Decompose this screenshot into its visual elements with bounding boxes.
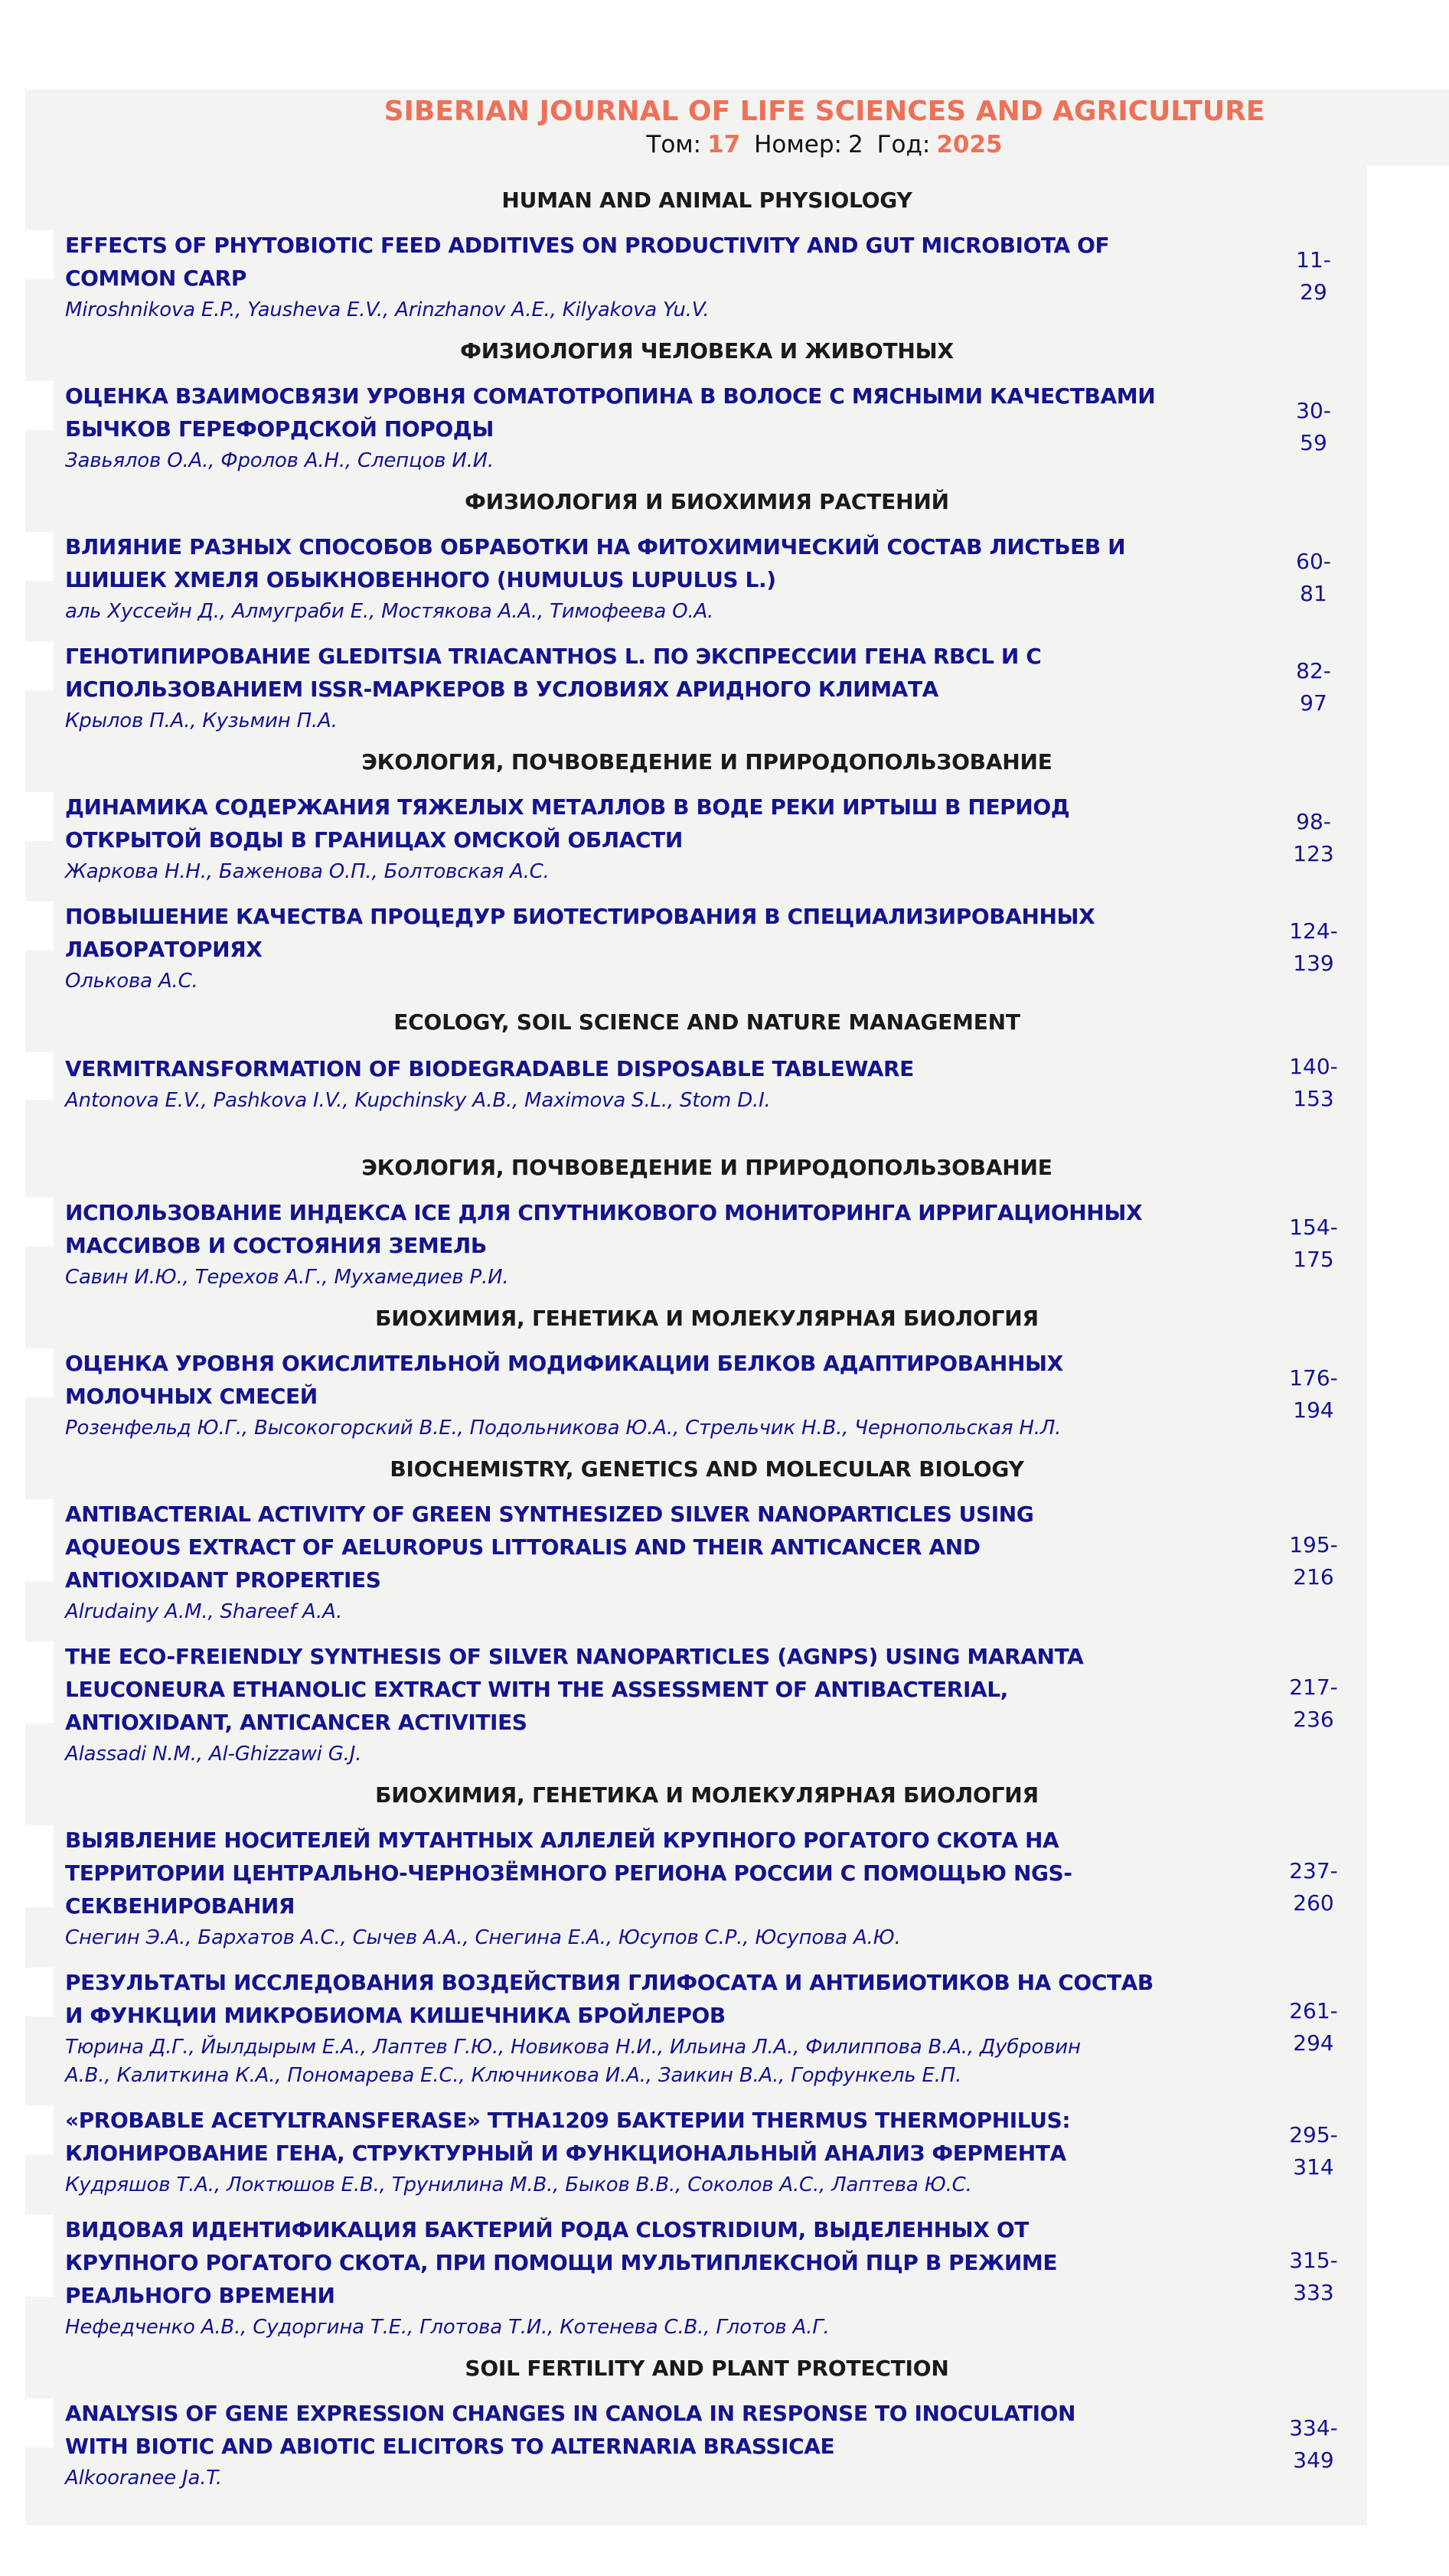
entry-authors-line: Alrudainy A.M., Shareef A.A.	[65, 1600, 343, 1623]
entry-marker-cell	[25, 902, 54, 951]
entry-page-range-line: 195-	[1289, 1532, 1338, 1557]
entry-title-line[interactable]: КЛОНИРОВАНИЕ ГЕНА, СТРУКТУРНЫЙ И ФУНКЦИОНАЛЬНЫЙ АНАЛИЗ ФЕРМЕНТА	[65, 2141, 1066, 2166]
entry-title-line[interactable]: СЕКВЕНИРОВАНИЯ	[65, 1893, 295, 1919]
entry-text-block	[65, 2104, 1278, 2198]
entry-page-range	[1278, 655, 1349, 719]
toc-entry-row	[65, 1347, 1349, 1441]
toc-entry-row	[65, 1966, 1349, 2089]
entry-authors-line: Жаркова Н.Н., Баженова О.П., Болтовская А.С.	[65, 860, 550, 883]
entry-page-range	[1278, 2245, 1349, 2309]
section-heading: ЭКОЛОГИЯ, ПОЧВОВЕДЕНИЕ И ПРИРОДОПОЛЬЗОВАНИЕ	[361, 749, 1052, 774]
entry-authors-line: Розенфельд Ю.Г., Высокогорский В.Е., Подольникова Ю.А., Стрельчик Н.В., Чернопольская Н.Л.	[65, 1417, 1062, 1440]
journal-header-band	[25, 90, 1449, 166]
entry-page-range-line: 123	[1293, 840, 1334, 866]
entry-title-line[interactable]: ПОВЫШЕНИЕ КАЧЕСТВА ПРОЦЕДУР БИОТЕСТИРОВАНИЯ В СПЕЦИАЛИЗИРОВАННЫХ	[65, 904, 1095, 929]
entry-page-range-line: 98-	[1296, 808, 1331, 834]
toc-entry-row	[65, 900, 1349, 994]
entry-title-line[interactable]: ОТКРЫТОЙ ВОДЫ В ГРАНИЦАХ ОМСКОЙ ОБЛАСТИ	[65, 827, 683, 853]
entry-page-range-line: 154-	[1289, 1214, 1338, 1240]
entry-authors-line: Снегин Э.А., Бархатов А.С., Сычев А.А., Снегина Е.А., Юсупов С.Р., Юсупова А.Ю.	[65, 1926, 901, 1949]
section-heading: ECOLOGY, SOIL SCIENCE AND NATURE MANAGEMENT	[393, 1009, 1020, 1035]
entry-title-line[interactable]: ИСПОЛЬЗОВАНИЕМ ISSR-МАРКЕРОВ В УСЛОВИЯХ АРИДНОГО КЛИМАТА	[65, 677, 938, 702]
entry-page-range-line: 176-	[1289, 1365, 1338, 1391]
entry-text-block	[65, 2213, 1278, 2340]
entry-text-block	[65, 1347, 1278, 1441]
entry-page-range-line: 30-	[1296, 397, 1331, 423]
entry-page-range-line: 315-	[1289, 2248, 1338, 2273]
entry-page-range-line: 60-	[1296, 548, 1331, 574]
section-heading: ФИЗИОЛОГИЯ И БИОХИМИЯ РАСТЕНИЙ	[465, 489, 949, 514]
entry-title-line[interactable]: COMMON CARP	[65, 266, 246, 291]
entry-page-range-line: 236	[1293, 1707, 1334, 1732]
entry-page-range	[1278, 1671, 1349, 1736]
entry-page-range-line: 97	[1300, 690, 1327, 716]
volume-label: Том:	[646, 131, 702, 158]
entry-page-range	[1278, 806, 1349, 870]
entry-page-range	[1278, 2412, 1349, 2477]
entry-title-line[interactable]: ОЦЕНКА УРОВНЯ ОКИСЛИТЕЛЬНОЙ МОДИФИКАЦИИ БЕЛКОВ АДАПТИРОВАННЫХ	[65, 1351, 1063, 1376]
entry-page-range	[1278, 1995, 1349, 2059]
entry-page-range	[1278, 2119, 1349, 2183]
entry-text-block	[65, 1052, 1278, 1114]
section-heading: ФИЗИОЛОГИЯ ЧЕЛОВЕКА И ЖИВОТНЫХ	[460, 338, 954, 364]
entry-title-line[interactable]: РЕАЛЬНОГО ВРЕМЕНИ	[65, 2283, 335, 2308]
entry-page-range-line: 216	[1293, 1564, 1334, 1590]
entry-title-line[interactable]: ДИНАМИКА СОДЕРЖАНИЯ ТЯЖЕЛЫХ МЕТАЛЛОВ В ВОДЕ РЕКИ ИРТЫШ В ПЕРИОД	[65, 794, 1070, 820]
entry-title-line[interactable]: ВЛИЯНИЕ РАЗНЫХ СПОСОБОВ ОБРАБОТКИ НА ФИТОХИМИЧЕСКИЙ СОСТАВ ЛИСТЬЕВ И	[65, 534, 1126, 559]
toc-entry-row	[65, 380, 1349, 474]
entry-page-range-line: 194	[1293, 1397, 1334, 1423]
entry-page-range	[1278, 546, 1349, 610]
issue-line	[200, 129, 1449, 160]
entry-title-line[interactable]: БЫЧКОВ ГЕРЕФОРДСКОЙ ПОРОДЫ	[65, 416, 494, 442]
year-value: 2025	[936, 131, 1003, 158]
entry-page-range-line: 334-	[1289, 2415, 1338, 2441]
entry-page-range	[1278, 1211, 1349, 1276]
entry-title-line[interactable]: WITH BIOTIC AND ABIOTIC ELICITORS TO ALTERNARIA BRASSICAE	[65, 2434, 835, 2459]
toc-entry-row	[65, 1640, 1349, 1767]
issue-label: Номер:	[754, 131, 842, 158]
entry-marker-cell	[25, 641, 54, 690]
section-heading: SOIL FERTILITY AND PLANT PROTECTION	[465, 2356, 949, 2381]
entry-marker-cell	[25, 2215, 54, 2297]
volume-value: 17	[707, 131, 741, 158]
section-heading: ЭКОЛОГИЯ, ПОЧВОВЕДЕНИЕ И ПРИРОДОПОЛЬЗОВАНИЕ	[361, 1155, 1052, 1180]
entry-marker-cell	[25, 792, 54, 841]
entry-title-line[interactable]: THE ECO-FREIENDLY SYNTHESIS OF SILVER NANOPARTICLES (AGNPS) USING MARANTA	[65, 1644, 1084, 1669]
entry-text-block	[65, 1196, 1278, 1290]
entry-marker-cell	[25, 532, 54, 581]
entry-authors-line: А.В., Калиткина К.А., Пономарева Е.С., Ключникова И.А., Заикин В.А., Горфункель Е.П.	[65, 2064, 962, 2087]
toc-entry-row	[65, 1498, 1349, 1625]
entry-authors-line: Тюрина Д.Г., Йылдырым Е.А., Лаптев Г.Ю., Новикова Н.И., Ильина Л.А., Филиппова В.А., Дубровин	[65, 2036, 1081, 2059]
entry-marker-cell	[25, 1198, 54, 1247]
entry-title-line[interactable]: ОЦЕНКА ВЗАИМОСВЯЗИ УРОВНЯ СОМАТОТРОПИНА В ВОЛОСЕ С МЯСНЫМИ КАЧЕСТВАМИ	[65, 383, 1156, 409]
entry-title-line[interactable]: AQUEOUS EXTRACT OF AELUROPUS LITTORALIS AND THEIR ANTICANCER AND	[65, 1534, 981, 1560]
entry-title-line[interactable]: ВЫЯВЛЕНИЕ НОСИТЕЛЕЙ МУТАНТНЫХ АЛЛЕЛЕЙ КРУПНОГО РОГАТОГО СКОТА НА	[65, 1828, 1059, 1853]
entry-page-range-line: 59	[1300, 429, 1327, 455]
toc-entry-row	[65, 2397, 1349, 2491]
entry-page-range-line: 153	[1293, 1086, 1334, 1111]
entry-title-line[interactable]: EFFECTS OF PHYTOBIOTIC FEED ADDITIVES ON PRODUCTIVITY AND GUT MICROBIOTA OF	[65, 233, 1110, 258]
entry-title-line[interactable]: МОЛОЧНЫХ СМЕСЕЙ	[65, 1384, 318, 1409]
entry-authors-line: Крылов П.А., Кузьмин П.А.	[65, 709, 338, 732]
toc-entry-row	[65, 2213, 1349, 2340]
entry-marker-cell	[25, 1642, 54, 1723]
entry-text-block	[65, 2397, 1278, 2491]
entry-title-line[interactable]: ШИШЕК ХМЕЛЯ ОБЫКНОВЕННОГО (HUMULUS LUPULUS L.)	[65, 567, 776, 592]
entry-authors-line: Alkooranee Ja.T.	[65, 2467, 222, 2490]
entry-authors-line: Miroshnikova E.P., Yausheva E.V., Arinzhanov A.E., Kilyakova Yu.V.	[65, 298, 710, 321]
entry-page-range-line: 124-	[1289, 918, 1338, 944]
entry-page-range	[1278, 1051, 1349, 1115]
toc-entry-row	[65, 2104, 1349, 2198]
entry-text-block	[65, 791, 1278, 885]
entry-page-range-line: 295-	[1289, 2121, 1338, 2147]
entry-authors-line: Олькова А.С.	[65, 970, 198, 993]
toc-entry-row	[65, 229, 1349, 323]
entry-page-range-line: 294	[1293, 2030, 1334, 2056]
entry-title-line[interactable]: ANTIBACTERIAL ACTIVITY OF GREEN SYNTHESIZED SILVER NANOPARTICLES USING	[65, 1502, 1034, 1527]
entry-page-range	[1278, 1855, 1349, 1919]
entry-text-block	[65, 1824, 1278, 1951]
entry-text-block	[65, 640, 1278, 734]
entry-marker-cell	[25, 230, 54, 279]
entry-page-range-line: 82-	[1296, 657, 1331, 683]
entry-marker-cell	[25, 2398, 54, 2447]
entry-page-range-line: 314	[1293, 2154, 1334, 2180]
entry-title-line[interactable]: ИСПОЛЬЗОВАНИЕ ИНДЕКСА ICE ДЛЯ СПУТНИКОВОГО МОНИТОРИНГА ИРРИГАЦИОННЫХ	[65, 1200, 1143, 1225]
entry-marker-cell	[25, 1968, 54, 2017]
section-heading: HUMAN AND ANIMAL PHYSIOLOGY	[501, 187, 912, 213]
section-heading: BIOCHEMISTRY, GENETICS AND MOLECULAR BIOLOGY	[390, 1456, 1024, 1482]
entry-page-range-line: 11-	[1296, 246, 1331, 272]
entry-page-range-line: 333	[1293, 2280, 1334, 2305]
entry-title-line[interactable]: ВИДОВАЯ ИДЕНТИФИКАЦИЯ БАКТЕРИЙ РОДА CLOSTRIDIUM, ВЫДЕЛЕННЫХ ОТ	[65, 2217, 1029, 2242]
entry-marker-cell	[25, 1348, 54, 1397]
toc-entry-row	[65, 640, 1349, 734]
entry-page-range-line: 349	[1293, 2447, 1334, 2473]
entry-title-line[interactable]: ТЕРРИТОРИИ ЦЕНТРАЛЬНО-ЧЕРНОЗЁМНОГО РЕГИОНА РОССИИ С ПОМОЩЬЮ NGS-	[65, 1860, 1072, 1886]
entry-title-line[interactable]: МАССИВОВ И СОСТОЯНИЯ ЗЕМЕЛЬ	[65, 1233, 487, 1258]
entry-authors-line: аль Хуссейн Д., Алмуграби Е., Мостякова А.А., Тимофеева О.А.	[65, 600, 714, 623]
toc-entry-row	[65, 791, 1349, 885]
entry-page-range	[1278, 395, 1349, 459]
entry-text-block	[65, 900, 1278, 994]
entry-page-range-line: 217-	[1289, 1674, 1338, 1700]
issue-value: 2	[847, 131, 863, 158]
toc-entry-row	[65, 1824, 1349, 1951]
entry-page-range	[1278, 1362, 1349, 1427]
entry-text-block	[65, 1640, 1278, 1767]
entry-page-range-line: 261-	[1289, 1998, 1338, 2023]
toc-entry-row	[65, 1051, 1349, 1115]
entry-authors-line: Antonova E.V., Pashkova I.V., Kupchinsky A.B., Maximova S.L., Stom D.I.	[65, 1089, 771, 1112]
entry-title-line[interactable]: КРУПНОГО РОГАТОГО СКОТА, ПРИ ПОМОЩИ МУЛЬТИПЛЕКСНОЙ ПЦР В РЕЖИМЕ	[65, 2250, 1058, 2275]
entry-title-line[interactable]: ANTIOXIDANT, ANTICANCER ACTIVITIES	[65, 1710, 527, 1735]
entry-marker-cell	[25, 2105, 54, 2154]
section-heading: БИОХИМИЯ, ГЕНЕТИКА И МОЛЕКУЛЯРНАЯ БИОЛОГИЯ	[375, 1306, 1039, 1331]
entry-page-range-line: 175	[1293, 1246, 1334, 1272]
entry-page-range	[1278, 915, 1349, 980]
section-heading: БИОХИМИЯ, ГЕНЕТИКА И МОЛЕКУЛЯРНАЯ БИОЛОГИЯ	[375, 1782, 1039, 1808]
entry-authors-line: Завьялов О.А., Фролов А.Н., Слепцов И.И.	[65, 449, 494, 472]
entry-page-range-line: 260	[1293, 1890, 1334, 1916]
entry-text-block	[65, 380, 1278, 474]
entry-page-range-line: 81	[1300, 580, 1327, 606]
year-label: Год:	[876, 131, 931, 158]
journal-title: SIBERIAN JOURNAL OF LIFE SCIENCES AND AGRICULTURE	[383, 96, 1265, 127]
entry-title-line[interactable]: ANALYSIS OF GENE EXPRESSION CHANGES IN CANOLA IN RESPONSE TO INOCULATION	[65, 2401, 1076, 2426]
entry-marker-cell	[25, 1499, 54, 1581]
entry-text-block	[65, 1498, 1278, 1625]
entry-text-block	[65, 229, 1278, 323]
entry-marker-cell	[25, 381, 54, 430]
entry-authors-line: Alassadi N.M., Al-Ghizzawi G.J.	[65, 1743, 362, 1766]
toc-entry-row	[65, 1196, 1349, 1290]
entry-title-line[interactable]: ЛАБОРАТОРИЯХ	[65, 937, 263, 962]
entry-page-range-line: 140-	[1289, 1054, 1338, 1079]
entry-authors-line: Савин И.Ю., Терехов А.Г., Мухамедиев Р.И.	[65, 1266, 509, 1289]
entry-authors-line: Кудряшов Т.А., Локтюшов Е.В., Трунилина М.В., Быков В.В., Соколов А.С., Лаптева Ю.С.	[65, 2173, 972, 2196]
entry-authors-line: Нефедченко А.В., Судоргина Т.Е., Глотова Т.И., Котенева С.В., Глотов А.Г.	[65, 2316, 830, 2339]
entry-marker-cell	[25, 1825, 54, 1907]
entry-title-line[interactable]: VERMITRANSFORMATION OF BIODEGRADABLE DISPOSABLE TABLEWARE	[65, 1056, 914, 1081]
entry-marker-cell	[25, 1052, 54, 1100]
entry-title-line[interactable]: ГЕНОТИПИРОВАНИЕ GLEDITSIA TRIACANTHOS L. ПО ЭКСПРЕССИИ ГЕНА RBCL И С	[65, 644, 1042, 669]
entry-page-range	[1278, 244, 1349, 308]
entry-page-range-line: 29	[1300, 279, 1327, 305]
entry-page-range-line: 237-	[1289, 1858, 1338, 1883]
entry-text-block	[65, 1966, 1278, 2089]
entry-title-line[interactable]: LEUCONEURA ETHANOLIC EXTRACT WITH THE ASSESSMENT OF ANTIBACTERIAL,	[65, 1677, 1008, 1702]
entry-text-block	[65, 530, 1278, 624]
entry-title-line[interactable]: РЕЗУЛЬТАТЫ ИССЛЕДОВАНИЯ ВОЗДЕЙСТВИЯ ГЛИФОСАТА И АНТИБИОТИКОВ НА СОСТАВ	[65, 1970, 1154, 1995]
toc-entry-row	[65, 530, 1349, 624]
entry-title-line[interactable]: «PROBABLE ACETYLTRANSFERASE» TTHA1209 БАКТЕРИИ THERMUS THERMOPHILUS:	[65, 2108, 1071, 2133]
entry-page-range-line: 139	[1293, 950, 1334, 976]
entry-page-range	[1278, 1529, 1349, 1593]
toc-panel	[25, 166, 1367, 2525]
entry-title-line[interactable]: И ФУНКЦИИ МИКРОБИОМА КИШЕЧНИКА БРОЙЛЕРОВ	[65, 2003, 726, 2028]
entry-title-line[interactable]: ANTIOXIDANT PROPERTIES	[65, 1567, 381, 1593]
